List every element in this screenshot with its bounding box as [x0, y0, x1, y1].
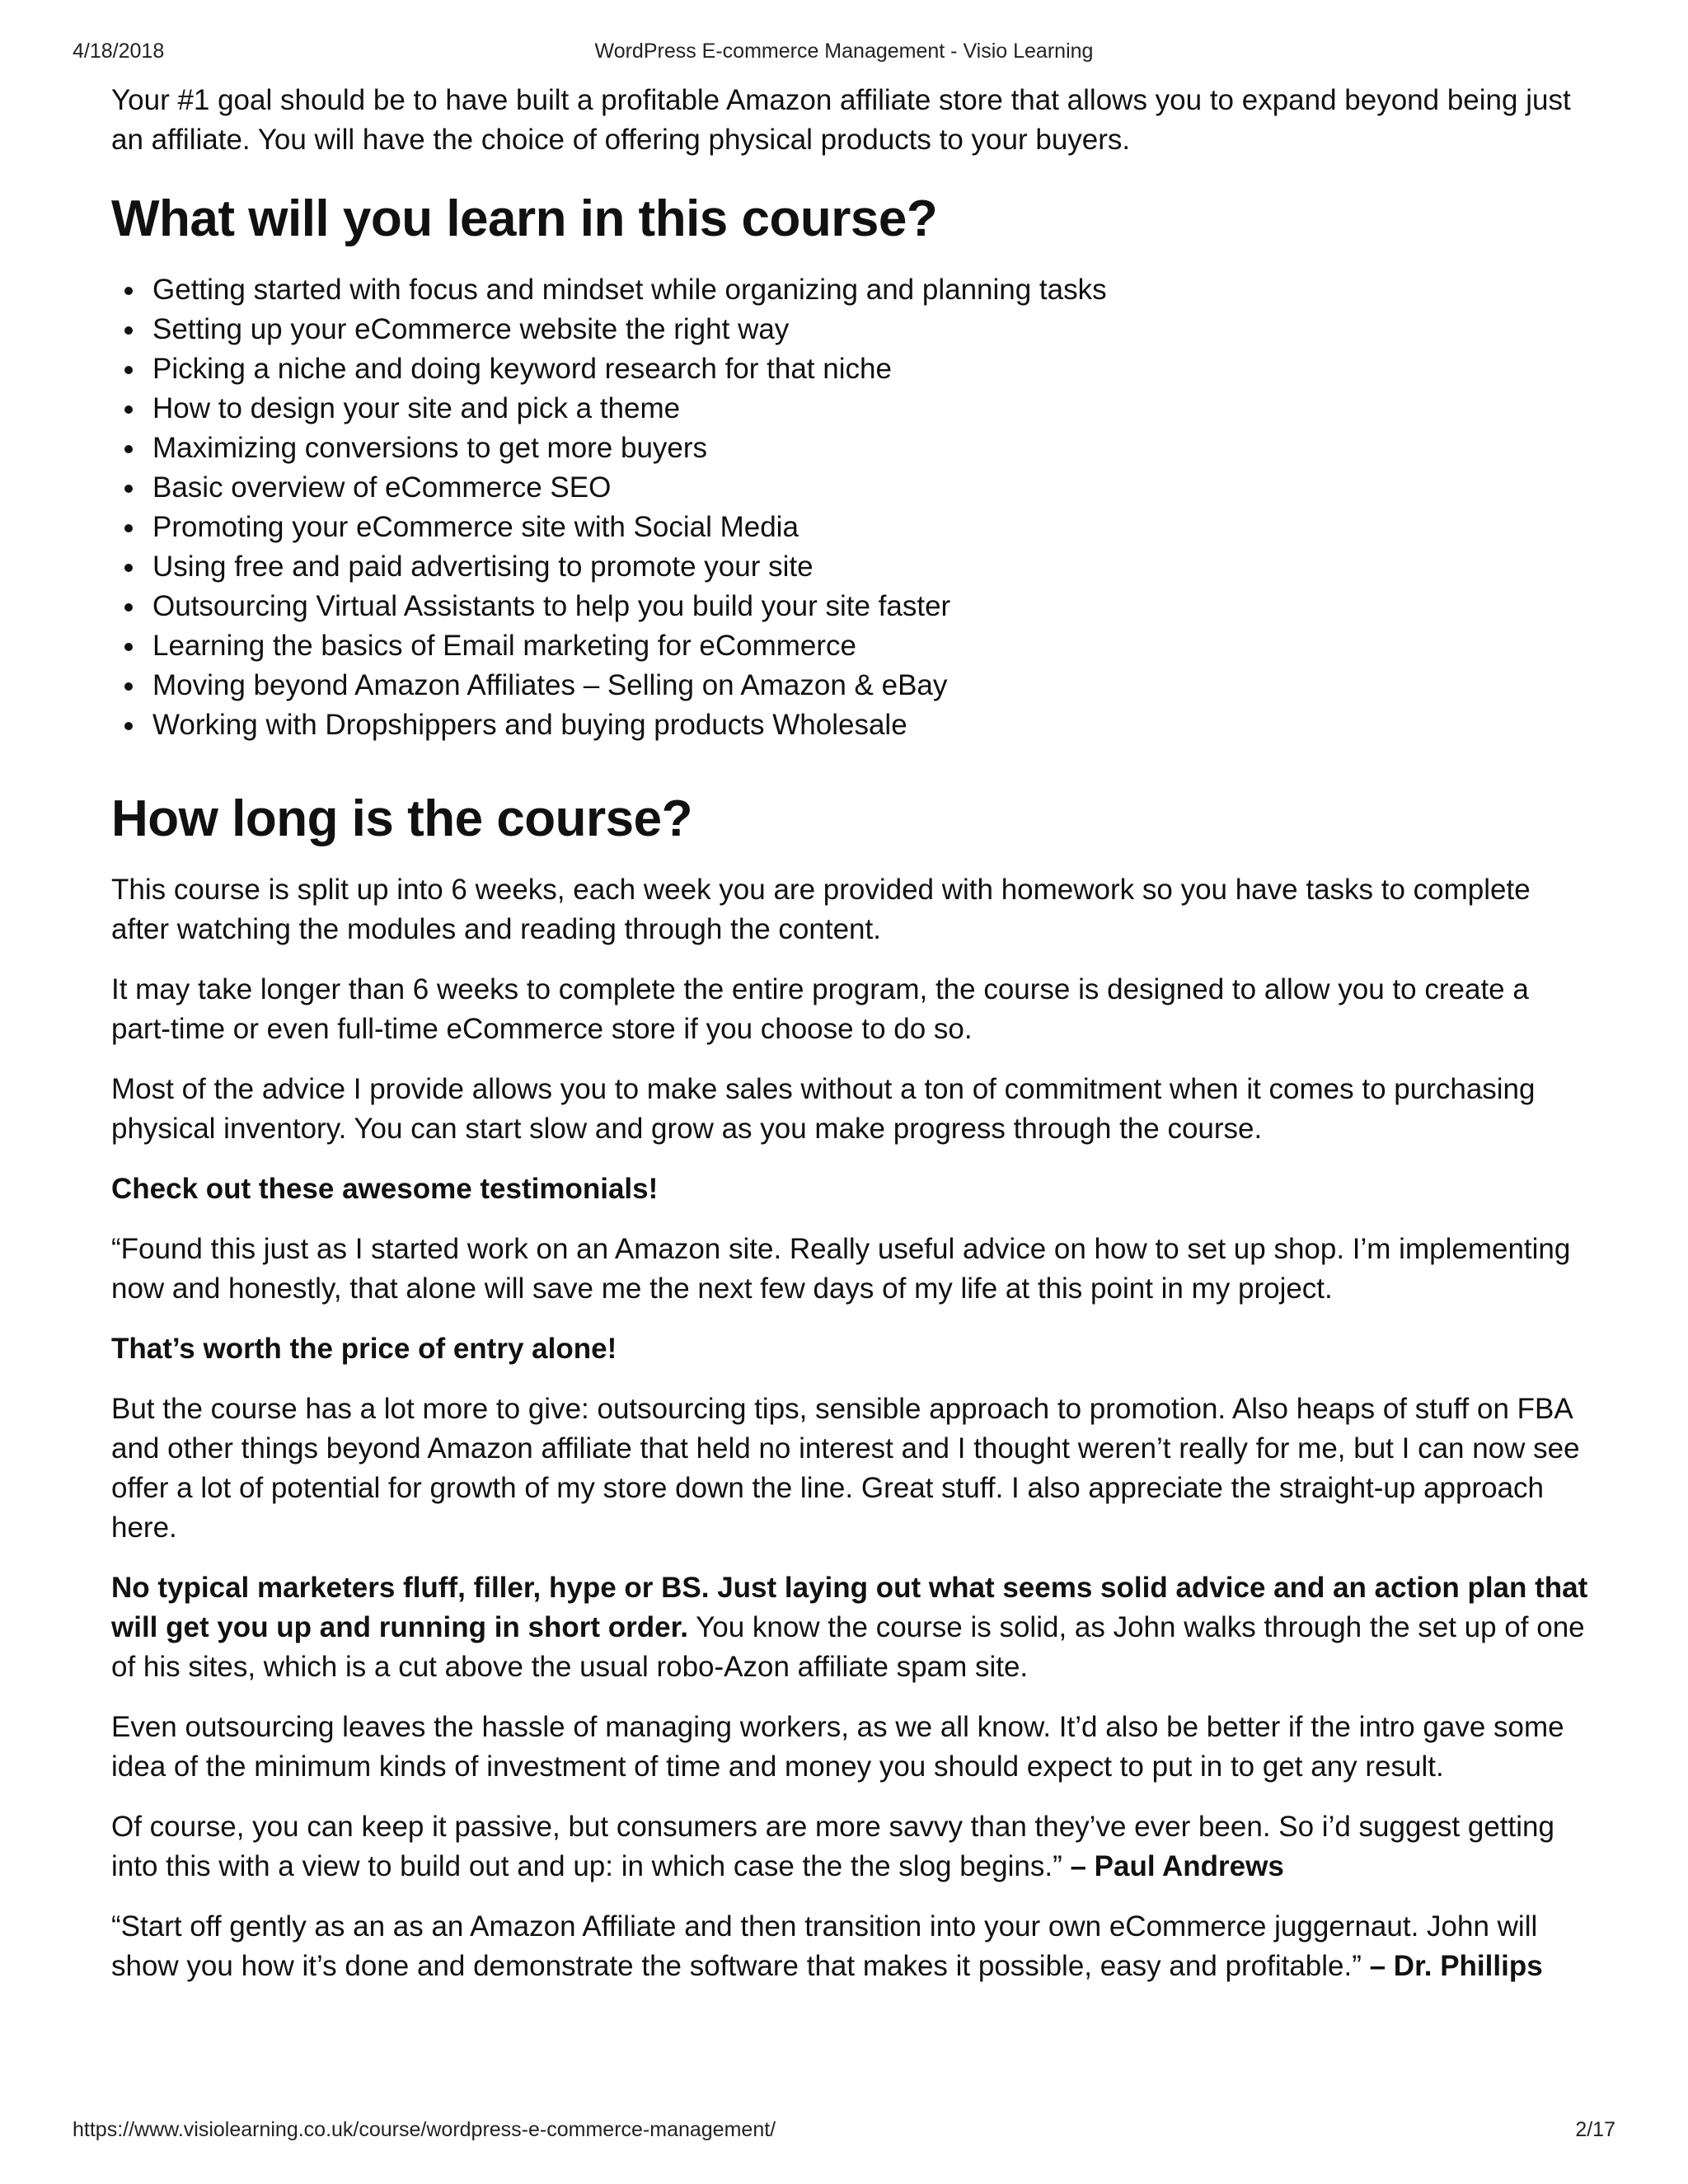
print-url: https://www.visiolearning.co.uk/course/wordpress-e-commerce-management/	[73, 2118, 776, 2141]
testimonial-1-worth-text: That’s worth the price of entry alone!	[111, 1333, 617, 1365]
testimonial-1-closing-text: Of course, you can keep it passive, but consumers are more savvy than they’ve ever been. So i’d suggest getting into this with a view to build out and up: in which case the the slog begins.”	[111, 1811, 1554, 1882]
testimonial-1-more: But the course has a lot more to give: outsourcing tips, sensible approach to promotion. Also heaps of stuff on FBA and other things beyond Amazon affiliate that held no interest and I thought weren’t really for me, but I can now see offer a lot of potential for growth of my store down the line. Great stuff. I also appreciate the straight-up approach here.	[111, 1393, 1580, 1544]
duration-paragraph-1: This course is split up into 6 weeks, each week you are provided with homework so you have tasks to complete after watching the modules and reading through the content.	[111, 874, 1531, 945]
testimonial-1-worth	[111, 1329, 1595, 1369]
testimonial-1-closing	[111, 1807, 1595, 1886]
list-item: Moving beyond Amazon Affiliates – Selling on Amazon & eBay	[152, 666, 1595, 705]
print-page-title: WordPress E-commerce Management - Visio Learning	[594, 40, 1094, 63]
list-item: How to design your site and pick a theme	[152, 389, 1595, 429]
print-header	[73, 40, 1615, 68]
testimonials-heading-text: Check out these awesome testimonials!	[111, 1173, 659, 1205]
list-item: Getting started with focus and mindset while organizing and planning tasks	[152, 270, 1595, 310]
learn-heading: What will you learn in this course?	[111, 190, 938, 247]
testimonial-1-opening: “Found this just as I started work on an Amazon site. Really useful advice on how to set up shop. I’m implementing now and honestly, that alone will save me the next few days of my life at this point in my project.	[111, 1233, 1571, 1305]
list-item: Picking a niche and doing keyword research for that niche	[152, 349, 1595, 389]
testimonial-2-author: – Dr. Phillips	[1369, 1950, 1543, 1982]
list-item: Using free and paid advertising to promote your site	[152, 547, 1595, 587]
page-number: 2/17	[1575, 2118, 1615, 2141]
testimonial-2-text: “Start off gently as an as an Amazon Affiliate and then transition into your own eCommerce juggernaut. John will show you how it’s done and demonstrate the software that makes it possible, easy and profitable.”	[111, 1910, 1538, 1982]
testimonial-1-author: – Paul Andrews	[1070, 1850, 1284, 1882]
print-footer	[73, 2118, 1615, 2146]
list-item: Learning the basics of Email marketing for eCommerce	[152, 626, 1595, 666]
testimonial-1-outsourcing: Even outsourcing leaves the hassle of managing workers, as we all know. It’d also be better if the intro gave some idea of the minimum kinds of investment of time and money you should expect to put in to get any result.	[111, 1711, 1564, 1783]
intro-paragraph: Your #1 goal should be to have built a profitable Amazon affiliate store that allows you to expand beyond being just an affiliate. You will have the choice of offering physical products to your buyers.	[111, 84, 1571, 156]
article-content	[111, 81, 1595, 2007]
duration-heading: How long is the course?	[111, 790, 693, 847]
testimonials-heading	[111, 1169, 1595, 1209]
testimonial-1-after-bold: You know the course is solid, as John walks through the set up of one of his sites, which is a cut above the usual robo-Azon affiliate spam site.	[111, 1611, 1585, 1683]
testimonial-1-bold-claim: No typical marketers fluff, filler, hype or BS. Just laying out what seems solid advice and an action plan that will get you up and running in short order.	[111, 1572, 1588, 1643]
duration-paragraph-2: It may take longer than 6 weeks to complete the entire program, the course is designed to allow you to create a part-time or even full-time eCommerce store if you choose to do so.	[111, 973, 1529, 1045]
list-item: Basic overview of eCommerce SEO	[152, 468, 1595, 508]
list-item: Outsourcing Virtual Assistants to help you build your site faster	[152, 587, 1595, 626]
testimonial-2	[111, 1907, 1595, 1986]
testimonial-1-claim	[111, 1568, 1595, 1687]
duration-paragraph-3: Most of the advice I provide allows you to make sales without a ton of commitment when it comes to purchasing physical inventory. You can start slow and grow as you make progress through the course.	[111, 1073, 1536, 1145]
list-item: Maximizing conversions to get more buyers	[152, 429, 1595, 468]
list-item: Promoting your eCommerce site with Social Media	[152, 508, 1595, 547]
list-item: Working with Dropshippers and buying products Wholesale	[152, 705, 1595, 745]
list-item: Setting up your eCommerce website the right way	[152, 310, 1595, 349]
print-date: 4/18/2018	[73, 40, 165, 63]
learn-list	[111, 270, 1595, 745]
